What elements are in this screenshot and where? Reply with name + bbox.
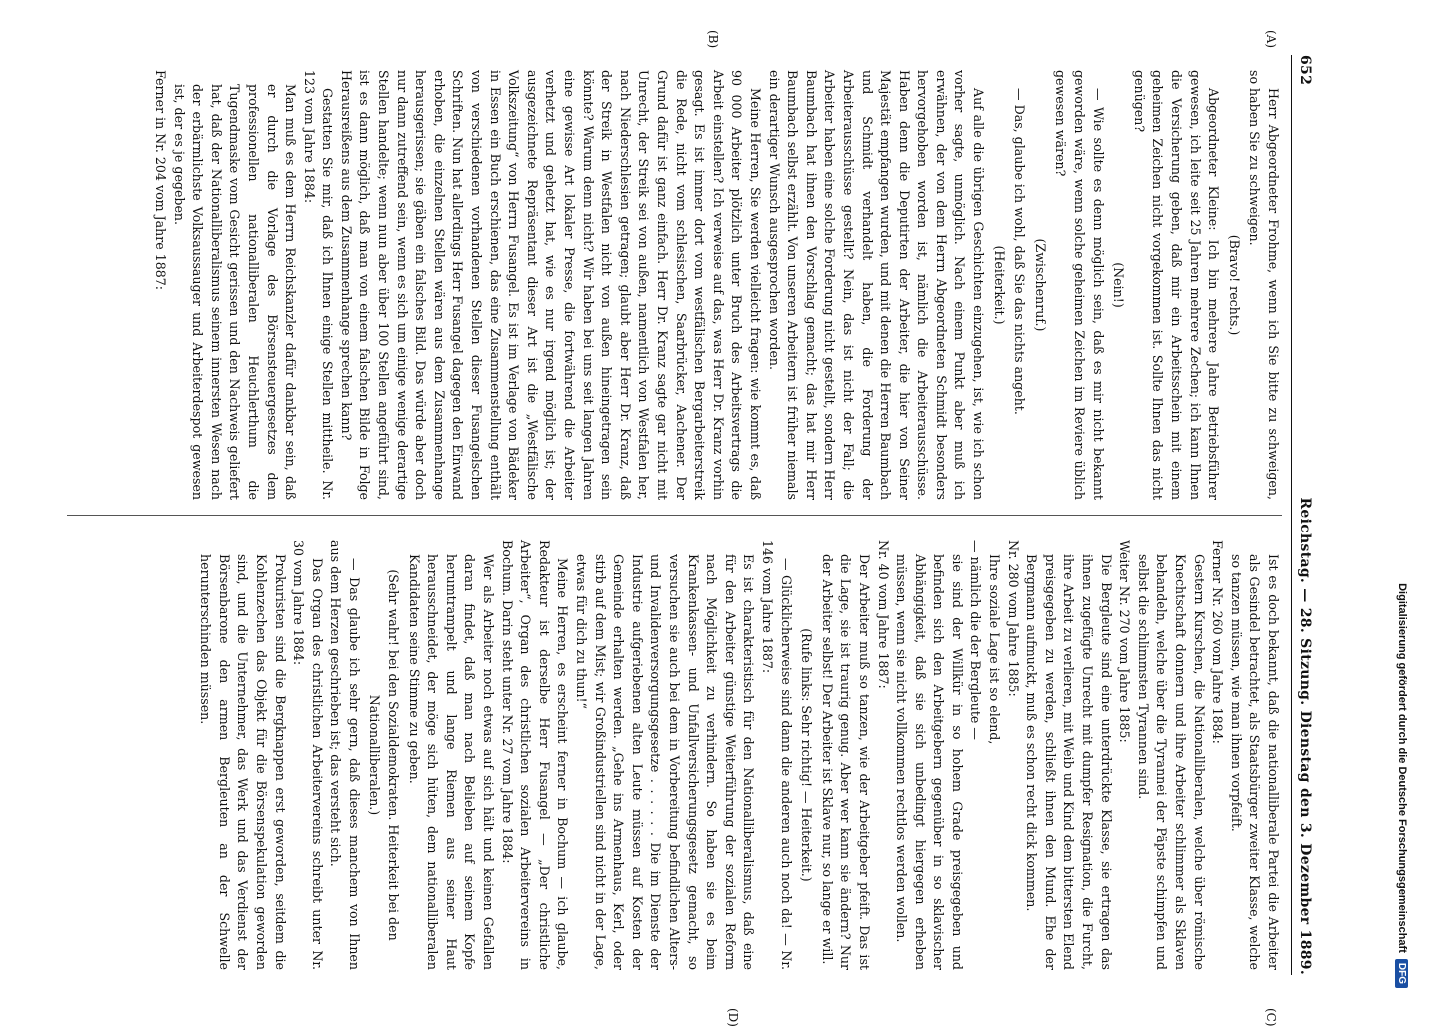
paragraph: Prokuristen sind die Bergknappen erst geworden, seitdem die Kohlenzechen das Objekt für die Börsenspekulation geworden sind, und die Unternehmer, das Werk und das Verdienst der Börsenbarone den armen Bergleuten an der Schwelle herunterschinden müssen. xyxy=(198,554,288,970)
paragraph: sie sind der Willkür in so hohem Grade preisgegeben und befinden sich den Arbeitgebern gegenüber in so sklavischer Abhängigkeit, daß sie sich unbedingt hiergegen erheben müssen, wenn sie nicht vollkommen rechtlos werden wollen. xyxy=(894,554,965,970)
interjection: (Sehr wahr! bei den Sozialdemokraten. Heiterkeit bei den Nationalliberalen.) xyxy=(367,569,402,941)
paragraph: Gestern Kurschen, die Nationalliberalen, welche über römische Knechtschaft donnern und ihre Arbeiter schlimmer als Sklaven behandeln, welche über die Tyrannei der Päpste schimpfen und selbst die schlimmsten Tyrannen sind. xyxy=(1135,554,1207,970)
paragraph: Nr. 280 vom Jahre 1885: xyxy=(1005,540,1021,697)
paragraph: Meine Herren, Sie werden vielleicht fragen: wie kommt es, daß 90 000 Arbeiter plötzlich unter Bruch des Arbeitsvertrags die Arbeit einstellen? Ich verweise auf das, was Herr Dr. Kranz vorhin gesagt. Es ist immer dort vom westfälischen Bergarbeiterstreik die Rede, nicht vom schlesischen, Saarbrücker, Aachener. Der Grund dafür ist ganz einfach. Herr Dr. Kranz sagte gar nicht mit Unrecht, der Streik sei von außen, namentlich von Westfalen her, nach Niederschlesien getragen; glaubt aber Herr Dr. Kranz, daß der Streik in Westfalen nicht von außen hineingetragen sein könnte? Warum denn nicht? Wir haben bei uns seit langen Jahren eine gewisse Art lokaler Presse, die fortwährend die Arbeiter verhetzt und gehetzt hat, wie es nur irgend möglich ist; der ausgezeichnete Repräsentant dieser Art ist die „Westfälische Volkszeitung“ von Herrn Fusangel. Es ist im Verlage von Bädeker in Essen ein Buch erschienen, das eine Zusammenstellung enthält von verschiedenen vorhandenen Stellen dieser Fusangelschen Schriften. Nun hat allerdings Herr Fusangel dagegen den Einwand erhoben, die einzelnen Stellen wären aus dem Zusammenhange herausgerissen; sie gäben ein falsches Bild. Das würde aber doch nur dann zutreffend sein, wenn es sich um einige wenige derartige Stellen handelte; wenn nun aber über 100 Stellen angeführt sind, ist es dann möglich, daß man von einem falschen Bilde in Folge Herausreißens aus dem Zusammenhange sprechen kann? xyxy=(338,70,763,500)
paragraph: Gestatten Sie mir, daß ich Ihnen einige Stellen mittheile. Nr. 123 vom Jahre 1884: xyxy=(301,70,336,500)
digitization-note xyxy=(1382,0,1422,1000)
margin-marker-b: (B) xyxy=(706,30,720,49)
paragraph: — nämlich die der Bergleute — xyxy=(968,540,984,740)
paragraph: Ferner Nr. 260 vom Jahre 1884: xyxy=(1210,540,1226,744)
dfg-logo: DFG xyxy=(1396,959,1409,988)
paragraph: Die Bergleute sind eine unterdrückte Klasse, sie ertragen das ihnen zugefügte Unrecht mit dumpfer Resignation, die Furcht, ihre Arbeit zu verlieren, mit Weib und Kind dem bittersten Elend preisgegeben zu werden, schließt ihnen den Mund. Ehe der Bergmann aufmuckt, muß es schon recht dick kommen. xyxy=(1024,554,1114,970)
paragraph: — Das glaube ich sehr gern, daß dieses manchem von Ihnen aus dem Herzen geschrieben ist; das versteht sich. xyxy=(328,540,362,970)
paragraph: Das Organ des christlichen Arbeitervereins schreibt unter Nr. 30 vom Jahre 1884: xyxy=(291,540,325,970)
right-text-column xyxy=(196,540,1282,970)
paragraph: — Glücklicherweise sind dann die anderen auch noch da! — Nr. 146 vom Jahre 1887: xyxy=(759,540,794,970)
paragraph: — Wie sollte es denn möglich sein, daß es mir nicht bekannt geworden wäre, wenn solche geheimen Zeichen im Reviere üblich gewesen wären? xyxy=(1053,70,1106,500)
paragraph: Abgeordneter Kleine: Ich bin mehrere Jahre Betriebsführer gewesen, ich leite seit 25 Jahren mehrere Zechen; ich kann Ihnen die Versicherung geben, daß mir ein Arbeitsschein mit einem geheimen Zeichen nicht vorgekommen ist. Sollte Ihnen das nicht genügen? xyxy=(1131,70,1222,500)
paragraph: Man muß es dem Herrn Reichskanzler dafür dankbar sein, daß er durch die Vorlage des Börsensteuergesetzes dem professionellen nationalliberalen Heuchlerthum die Tugendmaske vom Gesicht gerissen und den Nachweis geliefert hat, daß der Nationalliberalismus seinem innersten Wesen nach der erbärmlichste Volksaussauger und Arbeiterdespot gewesen ist, der es je gegeben. xyxy=(171,84,299,500)
interjection: (Heiterkeit.) xyxy=(991,245,1007,325)
column-divider xyxy=(67,515,1282,516)
page-number: 652 xyxy=(1297,55,1313,86)
paragraph: Ferner in Nr. 204 vom Jahre 1887: xyxy=(152,70,168,291)
paragraph: Nr. 40 vom Jahre 1887: xyxy=(875,540,891,689)
page-header xyxy=(1291,55,1318,975)
digitization-credit: Digitalisierung gefördert durch die Deutsche Forschungsgemeinschaft xyxy=(1396,583,1408,953)
paragraph: Der Arbeiter muß so tanzen, wie der Arbeitgeber pfeift. Das ist die Lage, sie ist traurig genug. Aber wer kann sie ändern? Nur der Arbeiter selbst! Der Arbeiter ist Sklave nur, so lange er will. xyxy=(819,554,872,970)
paragraph: Auf alle die übrigen Geschichten einzugehen, ist, wie ich schon vorher sagte, unmöglich. Nach einem Punkt aber muß ich erwähnen, der von dem Herrn Abgeordneten Schmidt besonders hervorgehoben worden ist, nämlich die Arbeiterausschüsse. Haben denn die Deputirten der Arbeiter, die hier von Seiner Majestät empfangen wurden, und mit denen die Herren Baumbach und Schmidt verhandelt haben, die Forderung der Arbeiterausschüsse gestellt? Nein, das ist nicht der Fall; die Arbeiter haben eine solche Forderung nicht gestellt, sondern Herr Baumbach hat ihnen den Vorschlag gemacht; das hat mir Herr Baumbach selbst erzählt. Von unseren Arbeitern ist früher niemals ein derartiger Wunsch ausgesprochen worden. xyxy=(766,70,987,500)
paragraph: — Das, glaube ich wohl, daß Sie das nichts angeht. xyxy=(1012,88,1028,415)
paragraph: Ist es doch bekannt, daß die nationalliberale Partei die Arbeiter als Gesindel betrachtet, als Staatsbürger zweiter Klasse, welche so tanzen müssen, wie man ihnen vorpfeift. xyxy=(1228,554,1281,970)
paragraph: Weiter Nr. 270 vom Jahre 1885: xyxy=(1117,540,1133,743)
paragraph: Meine Herren, es erscheint ferner in Bochum — ich glaube, Redakteur ist derselbe Herr Fusangel — „Der christliche Arbeiter“, Organ des christlichen sozialen Arbeitervereins in Bochum. Darin steht unter Nr. 27 vom Jahre 1884: xyxy=(499,540,571,970)
margin-marker-d: (D) xyxy=(726,1008,740,1027)
paragraph: Wer als Arbeiter noch etwas auf sich hält und keinen Gefallen daran findet, daß man nach Belieben auf seinem Kopfe herumtrampelt und lange Riemen aus seiner Haut herausschneidet, der möge sich hüten, dem nationalliberalen Kandidaten seine Stimme zu geben. xyxy=(406,554,497,970)
interjection: (Nein!) xyxy=(1111,262,1127,308)
margin-marker-c: (C) xyxy=(1264,1008,1278,1027)
page-running-title: Reichstag. — 28. Sitzung. Dienstag den 3. Dezember 1889. xyxy=(1297,497,1313,975)
left-text-column xyxy=(150,70,1282,500)
interjection: (Rufe links: Sehr richtig! — Heiterkeit.) xyxy=(799,628,815,882)
document-page xyxy=(50,0,1340,1027)
interjection: (Bravo! rechts.) xyxy=(1226,234,1242,336)
margin-marker-a: (A) xyxy=(1264,30,1278,49)
paragraph: Ihre soziale Lage ist so elend, xyxy=(987,554,1003,745)
interjection: (Zwischenruf.) xyxy=(1032,238,1048,332)
paragraph: Herr Abgeordneter Frohme, wenn ich Sie bitte zu schweigen, so haben Sie zu schweigen. xyxy=(1247,70,1281,500)
paragraph: Es ist charakteristisch für den Nationalliberalismus, daß eine für den Arbeiter günstige Weiterführung der sozialen Reform nach Möglichkeit zu verhindern. So haben sie es beim Krankenkassen- und Unfallversicherungsgesetz gemacht, so versuchen sie auch bei dem in Vorbereitung befindlichen Alters- und Invalidenversorgungsgesetze . . . . . . Die im Dienste der Industrie aufgeriebenen alten Leute müssen auf Kosten der Gemeinde erhalten werden. „Gehe ins Armenhaus, Kerl, oder stirb auf dem Mist; wir Großindustriellen sind nicht in der Lage, etwas für dich zu thun!“ xyxy=(574,554,757,970)
